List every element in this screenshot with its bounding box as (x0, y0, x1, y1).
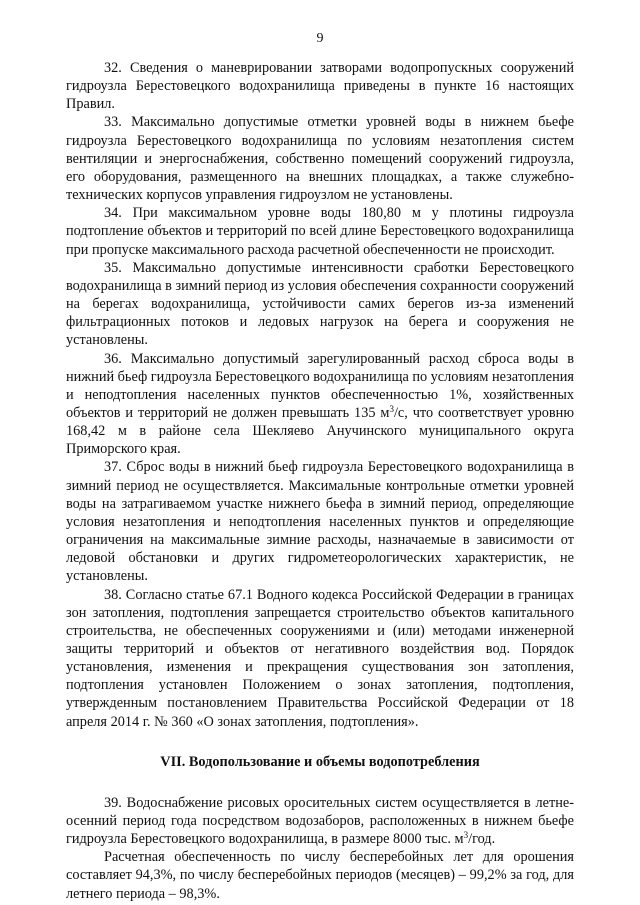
paragraph-39-text-start: 39. Водоснабжение рисовых оросительных систем осуществляется в летне-осенний период года посредством водозаборов, расположенных в нижнем бьефе гидроузла Берестовецкого водохранилища, в размере 8000 тыс. м (66, 794, 574, 848)
paragraph-34: 34. При максимальном уровне воды 180,80 м у плотины гидроузла подтопление объектов и территорий по всей длине Берестовецкого водохранилища при пропуске максимального расхода расчетной обеспеченности не происходит. (66, 205, 574, 258)
document-body (66, 59, 574, 903)
paragraph-36 (66, 350, 574, 459)
paragraph-33: 33. Максимально допустимые отметки уровней воды в нижнем бьефе гидроузла Берестовецкого водохранилища по условиям незатопления систем вентиляции и энергоснабжения, собственно помещений сооружений гидроузла, его оборудования, размещенного на внешних площадках, а также служебно-технических корпусов управления гидроузлом не установлены. (66, 114, 574, 204)
paragraph-39-text-end: /год. (468, 831, 496, 848)
paragraph-39-superscript: 3 (463, 830, 469, 841)
paragraph-39 (66, 794, 574, 848)
paragraph-37: 37. Сброс воды в нижний бьеф гидроузла Берестовецкого водохранилища в зимний период не осуществляется. Максимальные контрольные отметки уровней воды на затрагиваемом участке нижнего бьефа в зимний период, определяющие условия незатопления и неподтопления населенных пунктов и определяющие ограничения на максимальные зимние расходы, назначаемые в зависимости от ледовой обстановки и других гидрометеорологических характеристик, не установлены. (66, 459, 574, 585)
paragraph-32: 32. Сведения о маневрировании затворами водопропускных сооружений гидроузла Берестовецкого водохранилища приведены в пункте 16 настоящих Правил. (66, 60, 574, 113)
paragraph-36-text-end: /с, что соответствует уровню 168,42 м в районе села Шекляево Анучинского муниципального округа Приморского края. (66, 404, 575, 458)
page-number: 9 (316, 31, 324, 46)
paragraph-36-text-start: 36. Максимально допустимый зарегулированный расход сброса воды в нижний бьеф гидроузла Берестовецкого водохранилища по условиям незатопления и неподтопления населенных пунктов обеспеченностью 1%, хозяйственных объектов и территорий не должен превышать 135 м (66, 350, 574, 421)
paragraph-36-superscript: 3 (389, 403, 394, 414)
paragraph-irrigation-reliability: Расчетная обеспеченность по числу бесперебойных лет для орошения составляет 94,3%, по числу бесперебойных периодов (месяцев) – 99,2% за год, для летнего периода – 98,3%. (66, 849, 574, 902)
paragraph-38: 38. Согласно статье 67.1 Водного кодекса Российской Федерации в границах зон затопления, подтопления запрещается строительство объектов капитального строительства, не обеспеченных сооружениями и (или) методами инженерной защиты территорий и объектов от негативного воздействия вод. Порядок установления, изменения и прекращения существования зон затопления, подтопления установлен Положением о зонах затопления, подтопления, утвержденным постановлением Правительства Российской Федерации от 18 апреля 2014 г. № 360 «О зонах затопления, подтопления». (66, 586, 574, 730)
section-heading: VII. Водопользование и объемы водопотребления (160, 753, 480, 770)
paragraph-35: 35. Максимально допустимые интенсивности сработки Берестовецкого водохранилища в зимний период из условия обеспечения сохранности сооружений на берегах водохранилища, устойчивости самих берегов из-за изменений фильтрационных потоков и ледовых нагрузок на берега и сооружения не установлены. (66, 259, 574, 349)
